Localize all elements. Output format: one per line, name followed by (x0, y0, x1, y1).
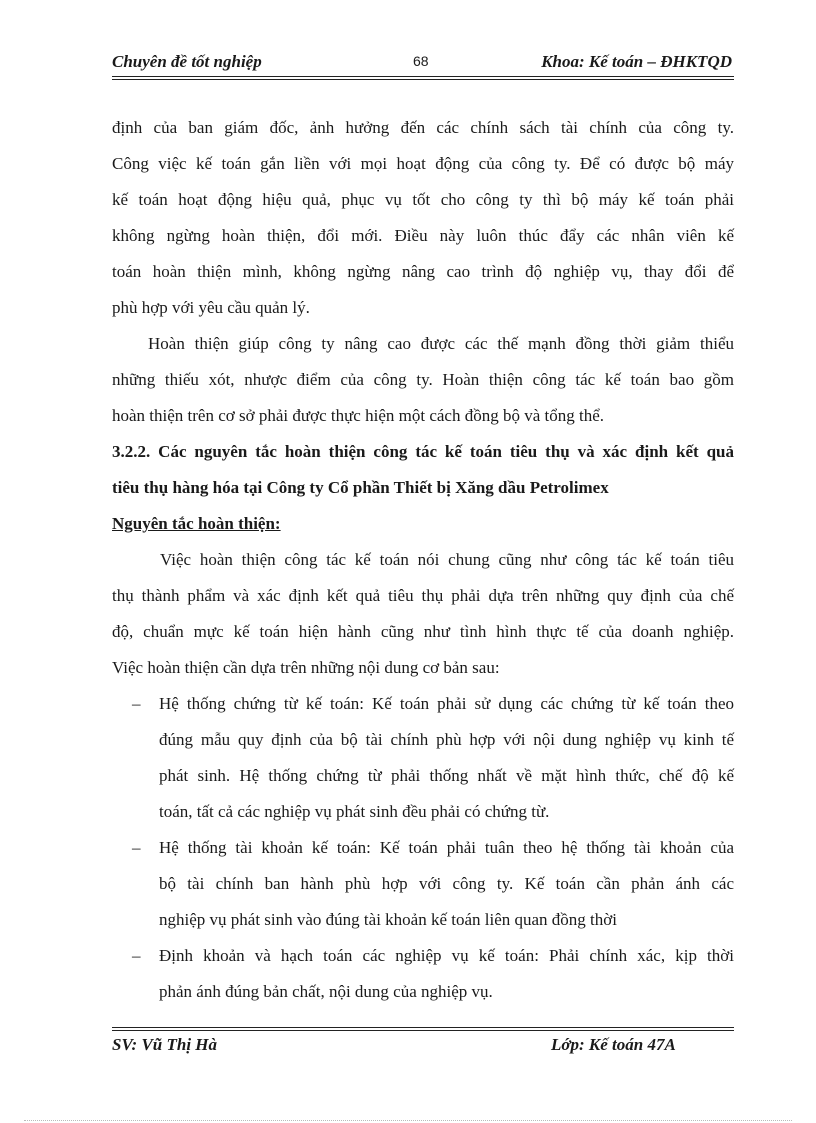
header-title: Chuyên đề tốt nghiệp (112, 52, 262, 71)
paragraph-line: Việc hoàn thiện công tác kế toán nói chung cũng như công tác kế toán tiêu (160, 550, 734, 569)
footer-class: Lớp: Kế toán 47A (551, 1035, 676, 1054)
bullet-line: đúng mẫu quy định của bộ tài chính phù hợp với nội dung nghiệp vụ kinh tế (159, 730, 734, 749)
paragraph-line: Công việc kế toán gắn liền với mọi hoạt động của công ty. Để có được bộ máy (112, 154, 734, 173)
footer-rule (112, 1027, 734, 1028)
paragraph-line: Hoàn thiện giúp công ty nâng cao được các thế mạnh đồng thời giảm thiểu (148, 334, 734, 353)
header-rule-inner (112, 79, 734, 80)
bullet-line: Hệ thống chứng từ kế toán: Kế toán phải sử dụng các chứng từ kế toán theo (159, 694, 734, 713)
header-rule (112, 76, 734, 77)
footer-rule-inner (112, 1030, 734, 1031)
header-faculty: Khoa: Kế toán – ĐHKTQD (541, 52, 732, 71)
paragraph-line: kế toán hoạt động hiệu quả, phục vụ tốt cho công ty thì bộ máy kế toán phải (112, 190, 734, 209)
bullet-marker: – (132, 838, 141, 857)
bullet-line: phản ánh đúng bản chất, nội dung của nghiệp vụ. (159, 982, 493, 1001)
page-bottom-border (24, 1120, 792, 1121)
paragraph-line: những thiếu xót, nhược điểm của công ty. Hoàn thiện công tác kế toán bao gồm (112, 370, 734, 389)
footer-student: SV: Vũ Thị Hà (112, 1035, 218, 1054)
paragraph-line: Việc hoàn thiện cần dựa trên những nội dung cơ bản sau: (112, 658, 500, 677)
section-heading: 3.2.2. Các nguyên tắc hoàn thiện công tác kế toán tiêu thụ và xác định kết quả (112, 442, 734, 461)
section-heading-continued: tiêu thụ hàng hóa tại Công ty Cổ phần Thiết bị Xăng dầu Petrolimex (112, 478, 609, 497)
paragraph-line: hoàn thiện trên cơ sở phải được thực hiện một cách đồng bộ và tổng thể. (112, 406, 604, 425)
paragraph-line: toán hoàn thiện mình, không ngừng nâng cao trình độ nghiệp vụ, thay đổi để (112, 262, 734, 281)
subheading-text: Nguyên tắc hoàn thiện: (112, 514, 281, 533)
bullet-marker: – (132, 946, 141, 965)
paragraph-line: độ, chuẩn mực kế toán hiện hành cũng như tình hình thực tế của doanh nghiệp. (112, 622, 734, 641)
bullet-line: bộ tài chính ban hành phù hợp với công ty. Kế toán cần phản ánh các (159, 874, 734, 893)
paragraph-line: định của ban giám đốc, ảnh hưởng đến các chính sách tài chính của công ty. (112, 118, 734, 137)
bullet-line: toán, tất cả các nghiệp vụ phát sinh đều phải có chứng từ. (159, 802, 550, 821)
paragraph-line: thụ thành phẩm và xác định kết quả tiêu thụ phải dựa trên những quy định của chế (112, 586, 734, 605)
paragraph-line: phù hợp với yêu cầu quản lý. (112, 298, 310, 317)
bullet-marker: – (132, 694, 141, 713)
bullet-line: nghiệp vụ phát sinh vào đúng tài khoản kế toán liên quan đồng thời (159, 910, 617, 929)
bullet-line: Hệ thống tài khoản kế toán: Kế toán phải tuân theo hệ thống tài khoản của (159, 838, 734, 857)
page-number: 68 (413, 53, 429, 69)
bullet-line: phát sinh. Hệ thống chứng từ phải thống nhất về mặt hình thức, chế độ kế (159, 766, 734, 785)
subheading (112, 513, 734, 535)
bullet-line: Định khoản và hạch toán các nghiệp vụ kế toán: Phải chính xác, kịp thời (159, 946, 734, 965)
paragraph-line: không ngừng hoàn thiện, đổi mới. Điều này luôn thúc đẩy các nhân viên kế (112, 226, 734, 245)
